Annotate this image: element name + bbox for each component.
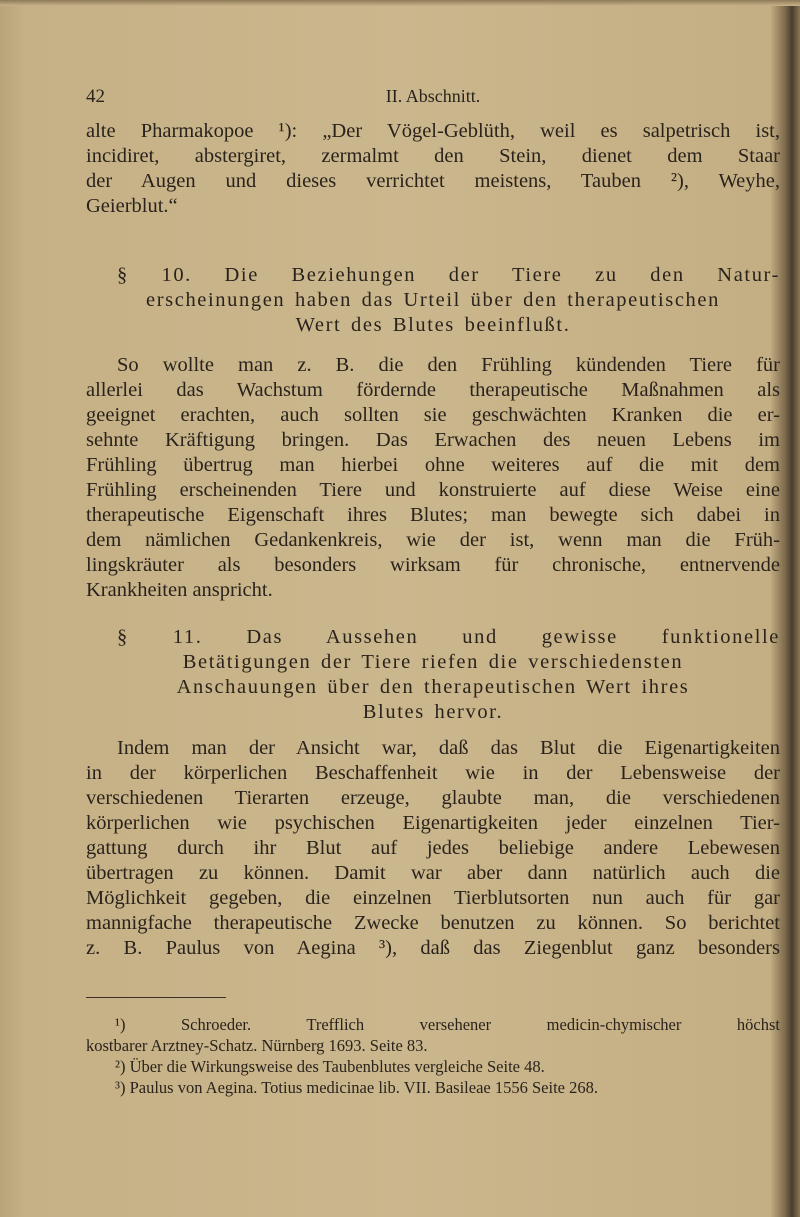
heading-line: Wert des Blutes beeinflußt.	[295, 314, 571, 336]
page-top-edge	[0, 0, 800, 6]
para-section-11	[86, 736, 780, 961]
text-line: incidiret, abstergiret, zermalmt den Stein, dienet dem Staar	[86, 145, 780, 167]
heading-line: erscheinungen haben das Urteil über den therapeutischen	[146, 289, 720, 311]
heading-line: Anschauungen über den therapeutischen Wert ihres	[176, 676, 690, 698]
footnote-line: ¹) Schroeder. Trefflich versehener medicin-chymischer höchst	[115, 1015, 780, 1034]
text-line: Krankheiten anspricht.	[86, 579, 273, 601]
text-line: alte Pharmakopoe ¹): „Der Vögel-Geblüth, weil es salpetrisch ist,	[86, 120, 780, 142]
para-section-10	[86, 353, 780, 603]
text-line: Möglichkeit gegeben, die einzelnen Tierblutsorten nun auch für gar	[86, 887, 780, 909]
heading-line: Blutes hervor.	[362, 701, 504, 723]
section-11-heading	[86, 625, 780, 725]
section-10-heading	[86, 263, 780, 338]
page-header	[86, 86, 780, 110]
text-line: Geierblut.“	[86, 195, 178, 217]
heading-line: § 10. Die Beziehungen der Tiere zu den Natur-	[117, 264, 780, 286]
text-line: Indem man der Ansicht war, daß das Blut die Eigenartigkeiten	[117, 737, 780, 759]
heading-line: § 11. Das Aussehen und gewisse funktionelle	[117, 626, 780, 648]
footnote-line: ³) Paulus von Aegina. Totius medicinae lib. VII. Basileae 1556 Seite 268.	[115, 1078, 598, 1097]
text-line: körperlichen wie psychischen Eigenartigkeiten jeder einzelnen Tier-	[86, 812, 780, 834]
text-line: lingskräuter als besonders wirksam für chronische, entnervende	[86, 554, 780, 576]
text-line: allerlei das Wachstum fördernde therapeutische Maßnahmen als	[86, 379, 780, 401]
para-continued	[86, 119, 780, 219]
text-line: sehnte Kräftigung bringen. Das Erwachen des neuen Lebens im	[86, 429, 780, 451]
text-line: in der körperlichen Beschaffenheit wie in der Lebensweise der	[86, 762, 780, 784]
text-line: therapeutische Eigenschaft ihres Blutes; man bewegte sich dabei in	[86, 504, 780, 526]
heading-line: Betätigungen der Tiere riefen die verschiedensten	[182, 651, 684, 673]
text-line: geeignet erachten, auch sollten sie geschwächten Kranken die er-	[86, 404, 780, 426]
footnote-line: kostbarer Arztney-Schatz. Nürnberg 1693. Seite 83.	[86, 1036, 428, 1055]
text-line: Frühling übertrug man hierbei ohne weiteres auf die mit dem	[86, 454, 780, 476]
text-line: So wollte man z. B. die den Frühling kündenden Tiere für	[117, 354, 780, 376]
page-number: 42	[86, 86, 105, 107]
text-line: gattung durch ihr Blut auf jedes beliebige andere Lebewesen	[86, 837, 780, 859]
footnote-rule	[86, 997, 226, 998]
text-line: mannigfache therapeutische Zwecke benutzen zu können. So berichtet	[86, 912, 780, 934]
text-line: der Augen und dieses verrichtet meistens, Tauben ²), Weyhe,	[86, 170, 780, 192]
text-line: verschiedenen Tierarten erzeuge, glaubte man, die verschiedenen	[86, 787, 780, 809]
text-line: z. B. Paulus von Aegina ³), daß das Ziegenblut ganz besonders	[86, 937, 780, 959]
text-line: übertragen zu können. Damit war aber dann natürlich auch die	[86, 862, 780, 884]
text-line: dem nämlichen Gedankenkreis, wie der ist, wenn man die Früh-	[86, 529, 780, 551]
text-line: Frühling erscheinenden Tiere und konstruierte auf diese Weise eine	[86, 479, 780, 501]
running-title: II. Abschnitt.	[385, 86, 481, 106]
footnotes	[86, 1014, 780, 1098]
footnote-line: ²) Über die Wirkungsweise des Taubenblutes vergleiche Seite 48.	[115, 1057, 545, 1076]
